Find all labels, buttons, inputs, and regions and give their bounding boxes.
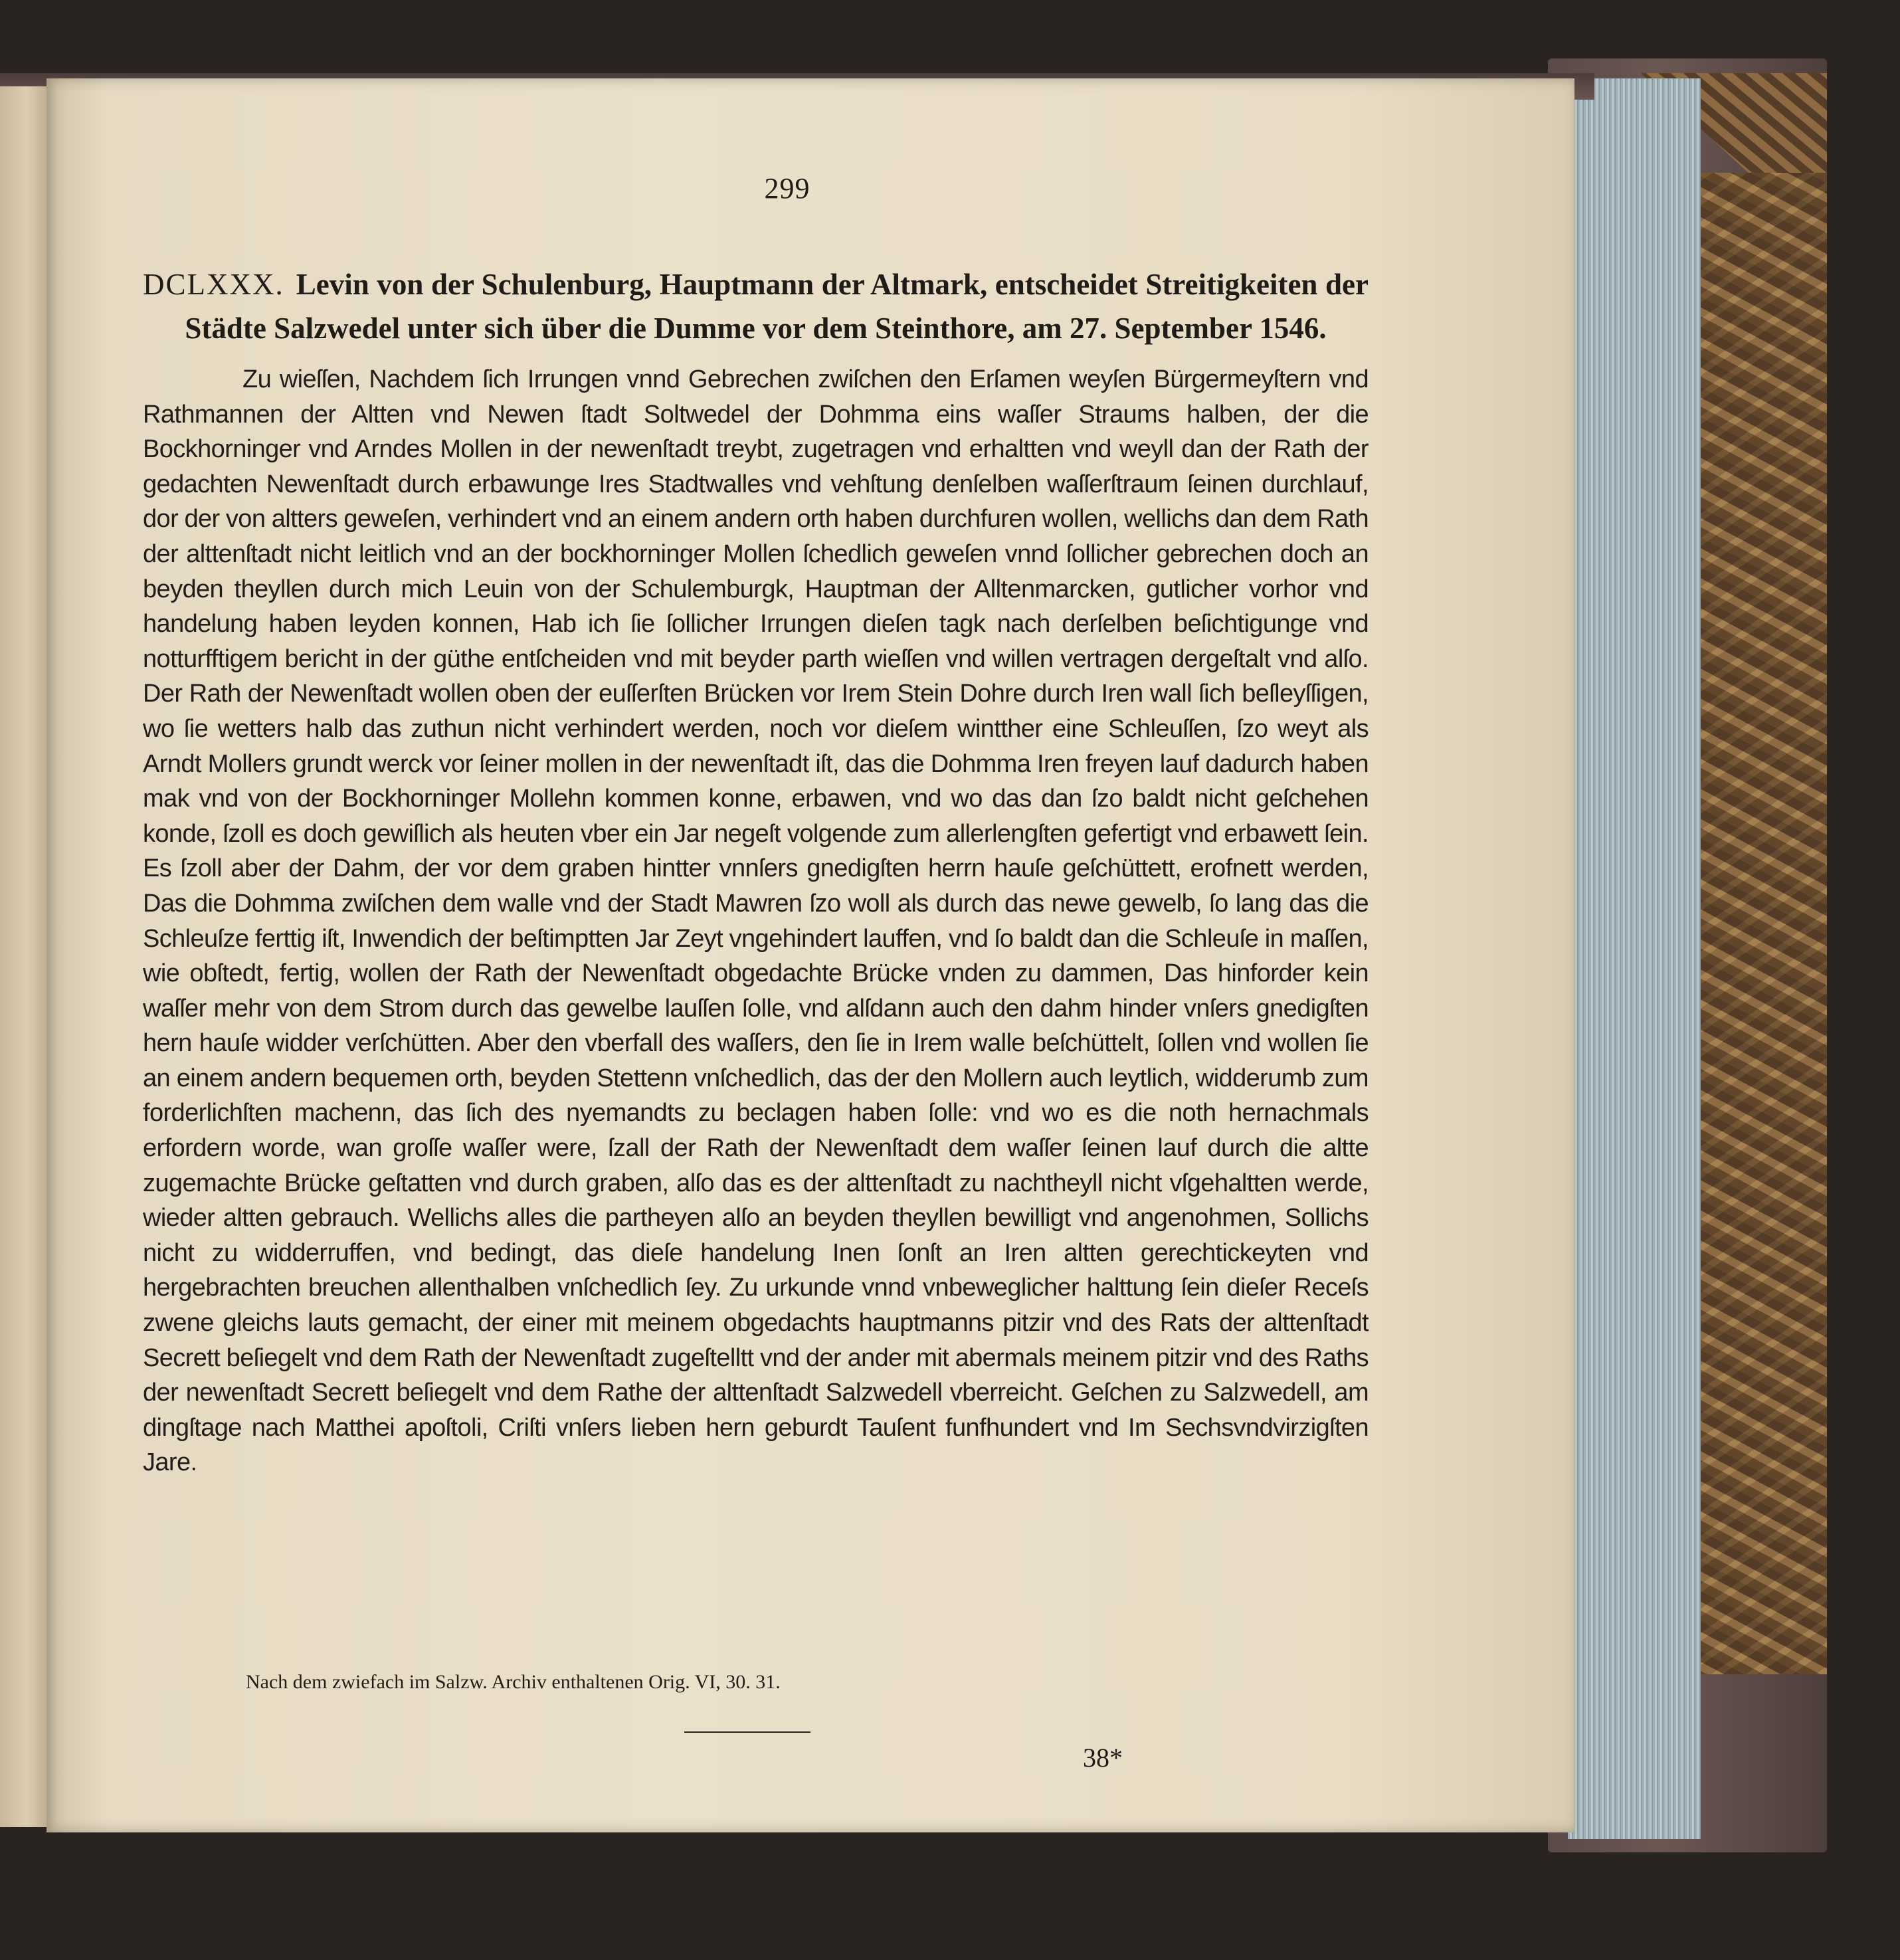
- left-page-edge: [0, 86, 53, 1827]
- page-number: 299: [764, 172, 810, 205]
- document-title: Levin von der Schulenburg, Hauptmann der Altmark, entscheidet Streitigkeiten der Städte Salzwedel unter sich über die Dumme vor dem Steinthore, am 27. September 1546.: [185, 268, 1369, 345]
- source-note: Nach dem zwiefach im Salzw. Archiv enthaltenen Orig. VI, 30. 31.: [246, 1671, 781, 1693]
- page-edges: [1568, 78, 1701, 1839]
- document-body: Zu wieſſen, Nachdem ſich Irrungen vnnd Gebrechen zwiſchen den Erſamen weyſen Bürgermeyſtern vnd Rathmannen der Altten vnd Newen ſtadt Soltwedel der Dohmma eins waſſer Straums halben, der die Bockhorninger vnd Arndes Mollen in der newenſtadt treybt, zugetragen vnd erhaltten vnd weyll dan der Rath der gedachten Newenſtadt durch erbawunge Ires Stadtwalles vnd vehſtung denſelben waſſerſtraum ſeinen durchlauf, dor der von altters geweſen, verhindert vnd an einem andern orth haben durchfuren wollen, wellichs dan dem Rath der alttenſtadt nicht leitlich vnd an der bockhorninger Mollen ſchedlich geweſen vnnd ſollicher gebrechen doch an beyden theyllen durch mich Leuin von der Schulemburgk, Hauptman der Alltenmarcken, gutlicher vorhor vnd handelung haben leyden konnen, Hab ich ſie ſollicher Irrungen dieſen tagk nach derſelben beſichtigunge vnd notturfftigem bericht in der güthe entſcheiden vnd mit beyder parth wieſſen vnd willen vertragen dergeſtalt vnd alſo. Der Rath der Newenſtadt wollen oben der euſſerſten Brücken vor Irem Stein Dohre durch Iren wall ſich beſleyſſigen, wo ſie wetters halb das zuthun nicht verhindert werden, noch vor dieſem wintther eine Schleuſſen, ſzo weyt als Arndt Mollers grundt werck vor ſeiner mollen in der newenſtadt iſt, das die Dohmma Iren freyen lauf dadurch haben mak vnd von der Bockhorninger Mollehn kommen konne, erbawen, vnd wo das dan ſzo baldt nicht geſchehen konde, ſzoll es doch gewiſlich als heuten vber ein Jar negeſt volgende zum allerlengſten gefertigt vnd erbawett ſein. Es ſzoll aber der Dahm, der vor dem graben hintter vnnſers gnedigſten herrn hauſe geſchüttett, erofnett werden, Das die Dohmma zwiſchen dem walle vnd der Stadt Mawren ſzo woll als durch das newe gewelb, ſo lang das die Schleuſze ferttig iſt, Inwendich der beſtimptten Jar Zeyt vngehindert lauffen, vnd ſo baldt dan die Schleuſe in maſſen, wie obſtedt, fertig, wollen der Rath der Newenſtadt obgedachte Brücke vnden zu dammen, Das hinforder kein waſſer mehr von dem Strom durch das gewelbe lauſſen ſolle, vnd alſdann auch den dahm hinder vnſers gnedigſten hern hauſe widder verſchütten. Aber den vberfall des waſſers, den ſie in Irem walle beſchüttelt, ſollen vnd wollen ſie an einem andern bequemen orth, beyden Stettenn vnſchedlich, das der den Mollern auch leytlich, widderumb zum forderlichſten machenn, das ſich des nyemandts zu beclagen haben ſolle: vnd wo es die noth hernachmals erfordern worde, wan groſſe waſſer were, ſzall der Rath der Newenſtadt dem waſſer ſeinen lauf durch die altte zugemachte Brücke geſtatten vnd durch graben, alſo das es der alttenſtadt zu nachtheyll nicht vſgehaltten werde, wieder altten gebrauch. Wellichs alles die partheyen alſo an beyden theyllen bewilligt vnd angenohmen, Sollichs nicht zu widderruffen, vnd bedingt, das dieſe handelung Inen ſonſt an Iren altten gerechtickeyten vnd hergebrachten breuchen allenthalben vnſchedlich ſey. Zu urkunde vnnd vnbeweglicher halttung ſein dieſer Receſs zwene gleichs lauts gemacht, der einer mit meinem obgedachts hauptmanns pitzir vnd des Rats der alttenſtadt Secrett beſiegelt vnd dem Rath der Newenſtadt zugeſtelltt vnd der ander mit abermals meinem pitzir vnd des Raths der newenſtadt Secrett beſiegelt vnd dem Rathe der alttenſtadt Salzwedell vberreicht. Geſchen zu Salzwedell, am dingſtage nach Matthei apoſtoli, Criſti vnſers lieben hern geburdt Tauſent funfhundert vnd Im Sechsvndvirzigſten Jare.: [143, 365, 1369, 1477]
- document-numeral: DCLXXX.: [143, 268, 284, 301]
- marbled-board: [1687, 173, 1827, 1674]
- divider-rule: [684, 1731, 810, 1733]
- signature-mark: 38*: [1083, 1743, 1123, 1773]
- document-heading: [143, 262, 1369, 350]
